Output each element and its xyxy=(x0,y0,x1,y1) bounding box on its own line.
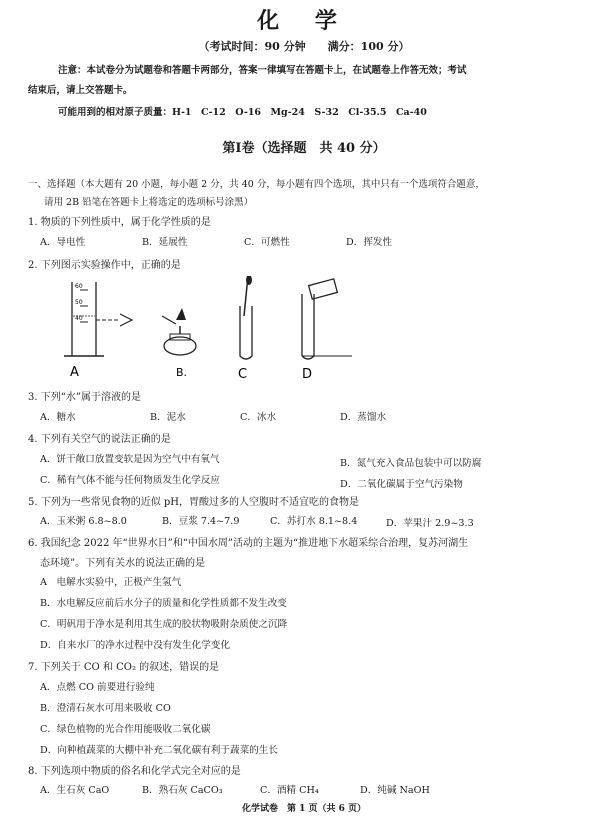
exam-note-line2: 结束后，请上交答题卡。 xyxy=(28,85,133,96)
question-7-option-b: B．澄清石灰水可用来吸收 CO xyxy=(40,703,171,714)
question-2-stem: 2. 下列图示实验操作中，正确的是 xyxy=(28,260,181,271)
question-8-stem: 8. 下列选项中物质的俗名和化学式完全对应的是 xyxy=(28,766,241,777)
question-3-option-b: B．泥水 xyxy=(150,412,186,423)
eye-icon xyxy=(120,314,132,326)
question-4-option-a: A．饼干敞口放置变软是因为空气中有氧气 xyxy=(40,454,220,465)
pouring-liquid-figure xyxy=(302,279,352,382)
question-6-stem-line1: 6. 我国纪念 2022 年“世界水日”和“中国水周”活动的主题为“推进地下水超采综合治理，复苏河湖生 xyxy=(28,538,469,549)
exam-note-line1: 注意：本试卷分为试题卷和答题卡两部分，答案一律填写在答题卡上，在试题卷上作答无效；考试 xyxy=(58,65,467,76)
figure-label-a: A xyxy=(70,365,79,380)
exam-title: 化 学 xyxy=(257,8,351,34)
question-8-option-d: D．纯碱 NaOH xyxy=(360,785,430,796)
question-6-option-a: A 电解水实验中，正极产生氢气 xyxy=(40,577,182,588)
cylinder-tick-40: 40 xyxy=(75,315,83,322)
question-1-option-b: B．延展性 xyxy=(142,237,188,248)
question-6-option-b: B．水电解反应前后水分子的质量和化学性质都不发生改变 xyxy=(40,598,287,609)
alcohol-lamp-figure xyxy=(162,308,196,379)
cylinder-tick-50: 50 xyxy=(75,299,83,306)
question-7-stem: 7. 下列关于 CO 和 CO₂ 的叙述，错误的是 xyxy=(28,662,220,673)
question-7-option-a: A．点燃 CO 前要进行验纯 xyxy=(40,682,155,693)
question-7-option-d: D．向种植蔬菜的大棚中补充二氧化碳有利于蔬菜的生长 xyxy=(40,745,278,756)
section-instructions-line2: 请用 2B 铅笔在答题卡上将选定的选项标号涂黑） xyxy=(44,197,254,208)
question-4-stem: 4. 下列有关空气的说法正确的是 xyxy=(28,434,171,445)
cylinder-tick-60: 60 xyxy=(75,283,83,290)
question-2-figures xyxy=(40,276,370,384)
question-3-option-a: A．糖水 xyxy=(40,412,76,423)
question-8-option-b: B．熟石灰 CaCO₃ xyxy=(142,785,223,796)
figure-label-c: C xyxy=(238,367,248,382)
question-1-option-d: D．挥发性 xyxy=(346,237,393,248)
question-6-stem-line2: 态环境”。下列有关水的说法正确的是 xyxy=(40,558,206,569)
exam-subtitle: （考试时间：90 分钟 满分：100 分） xyxy=(198,40,410,53)
test-tube-dropper-figure xyxy=(238,276,252,382)
question-3-option-c: C．冰水 xyxy=(240,412,277,423)
question-1-option-c: C．可燃性 xyxy=(244,237,290,248)
section-title: 第Ⅰ卷（选择题 共 40 分） xyxy=(222,141,386,156)
question-6-option-d: D．自来水厂的净水过程中没有发生化学变化 xyxy=(40,640,230,651)
figure-label-b: B. xyxy=(176,366,188,379)
question-3-option-d: D．蒸馏水 xyxy=(340,412,387,423)
question-8-option-c: C．酒精 CH₄ xyxy=(260,785,319,796)
question-7-option-c: C．绿色植物的光合作用能吸收二氧化碳 xyxy=(40,724,211,735)
question-5-option-d: D．苹果汁 2.9~3.3 xyxy=(386,518,474,529)
question-4-option-d: D．二氧化碳属于空气污染物 xyxy=(340,479,463,490)
section-instructions-line1: 一、选择题（本大题有 20 小题，每小题 2 分，共 40 分，每小题有四个选项，其中只有一个选项符合题意， xyxy=(28,179,485,190)
question-5-option-c: C．苏打水 8.1~8.4 xyxy=(270,516,358,527)
graduated-cylinder-figure xyxy=(64,282,132,380)
question-8-option-a: A．生石灰 CaO xyxy=(40,785,110,796)
question-3-stem: 3. 下列“水”属于溶液的是 xyxy=(28,392,141,403)
question-4-option-b: B．氮气充入食品包装中可以防腐 xyxy=(340,458,482,469)
question-1-option-a: A．导电性 xyxy=(40,237,86,248)
question-5-stem: 5. 下列为一些常见食物的近似 pH，胃酸过多的人空腹时不适宜吃的食物是 xyxy=(28,497,360,508)
figure-label-d: D xyxy=(302,367,313,382)
question-5-option-b: B．豆浆 7.4~7.9 xyxy=(162,516,240,527)
question-5-option-a: A．玉米粥 6.8~8.0 xyxy=(40,516,127,527)
question-1-stem: 1. 物质的下列性质中，属于化学性质的是 xyxy=(28,217,211,228)
question-6-option-c: C．明矾用于净水是利用其生成的胶状物吸附杂质使之沉降 xyxy=(40,619,288,630)
page-footer: 化学试卷 第 1 页（共 6 页） xyxy=(241,804,367,814)
flame-icon xyxy=(176,308,186,320)
atomic-masses: 可能用到的相对原子质量：H-1 C-12 O-16 Mg-24 S-32 Cl-35.5 Ca-40 xyxy=(58,107,427,118)
question-4-option-c: C．稀有气体不能与任何物质发生化学反应 xyxy=(40,475,221,486)
